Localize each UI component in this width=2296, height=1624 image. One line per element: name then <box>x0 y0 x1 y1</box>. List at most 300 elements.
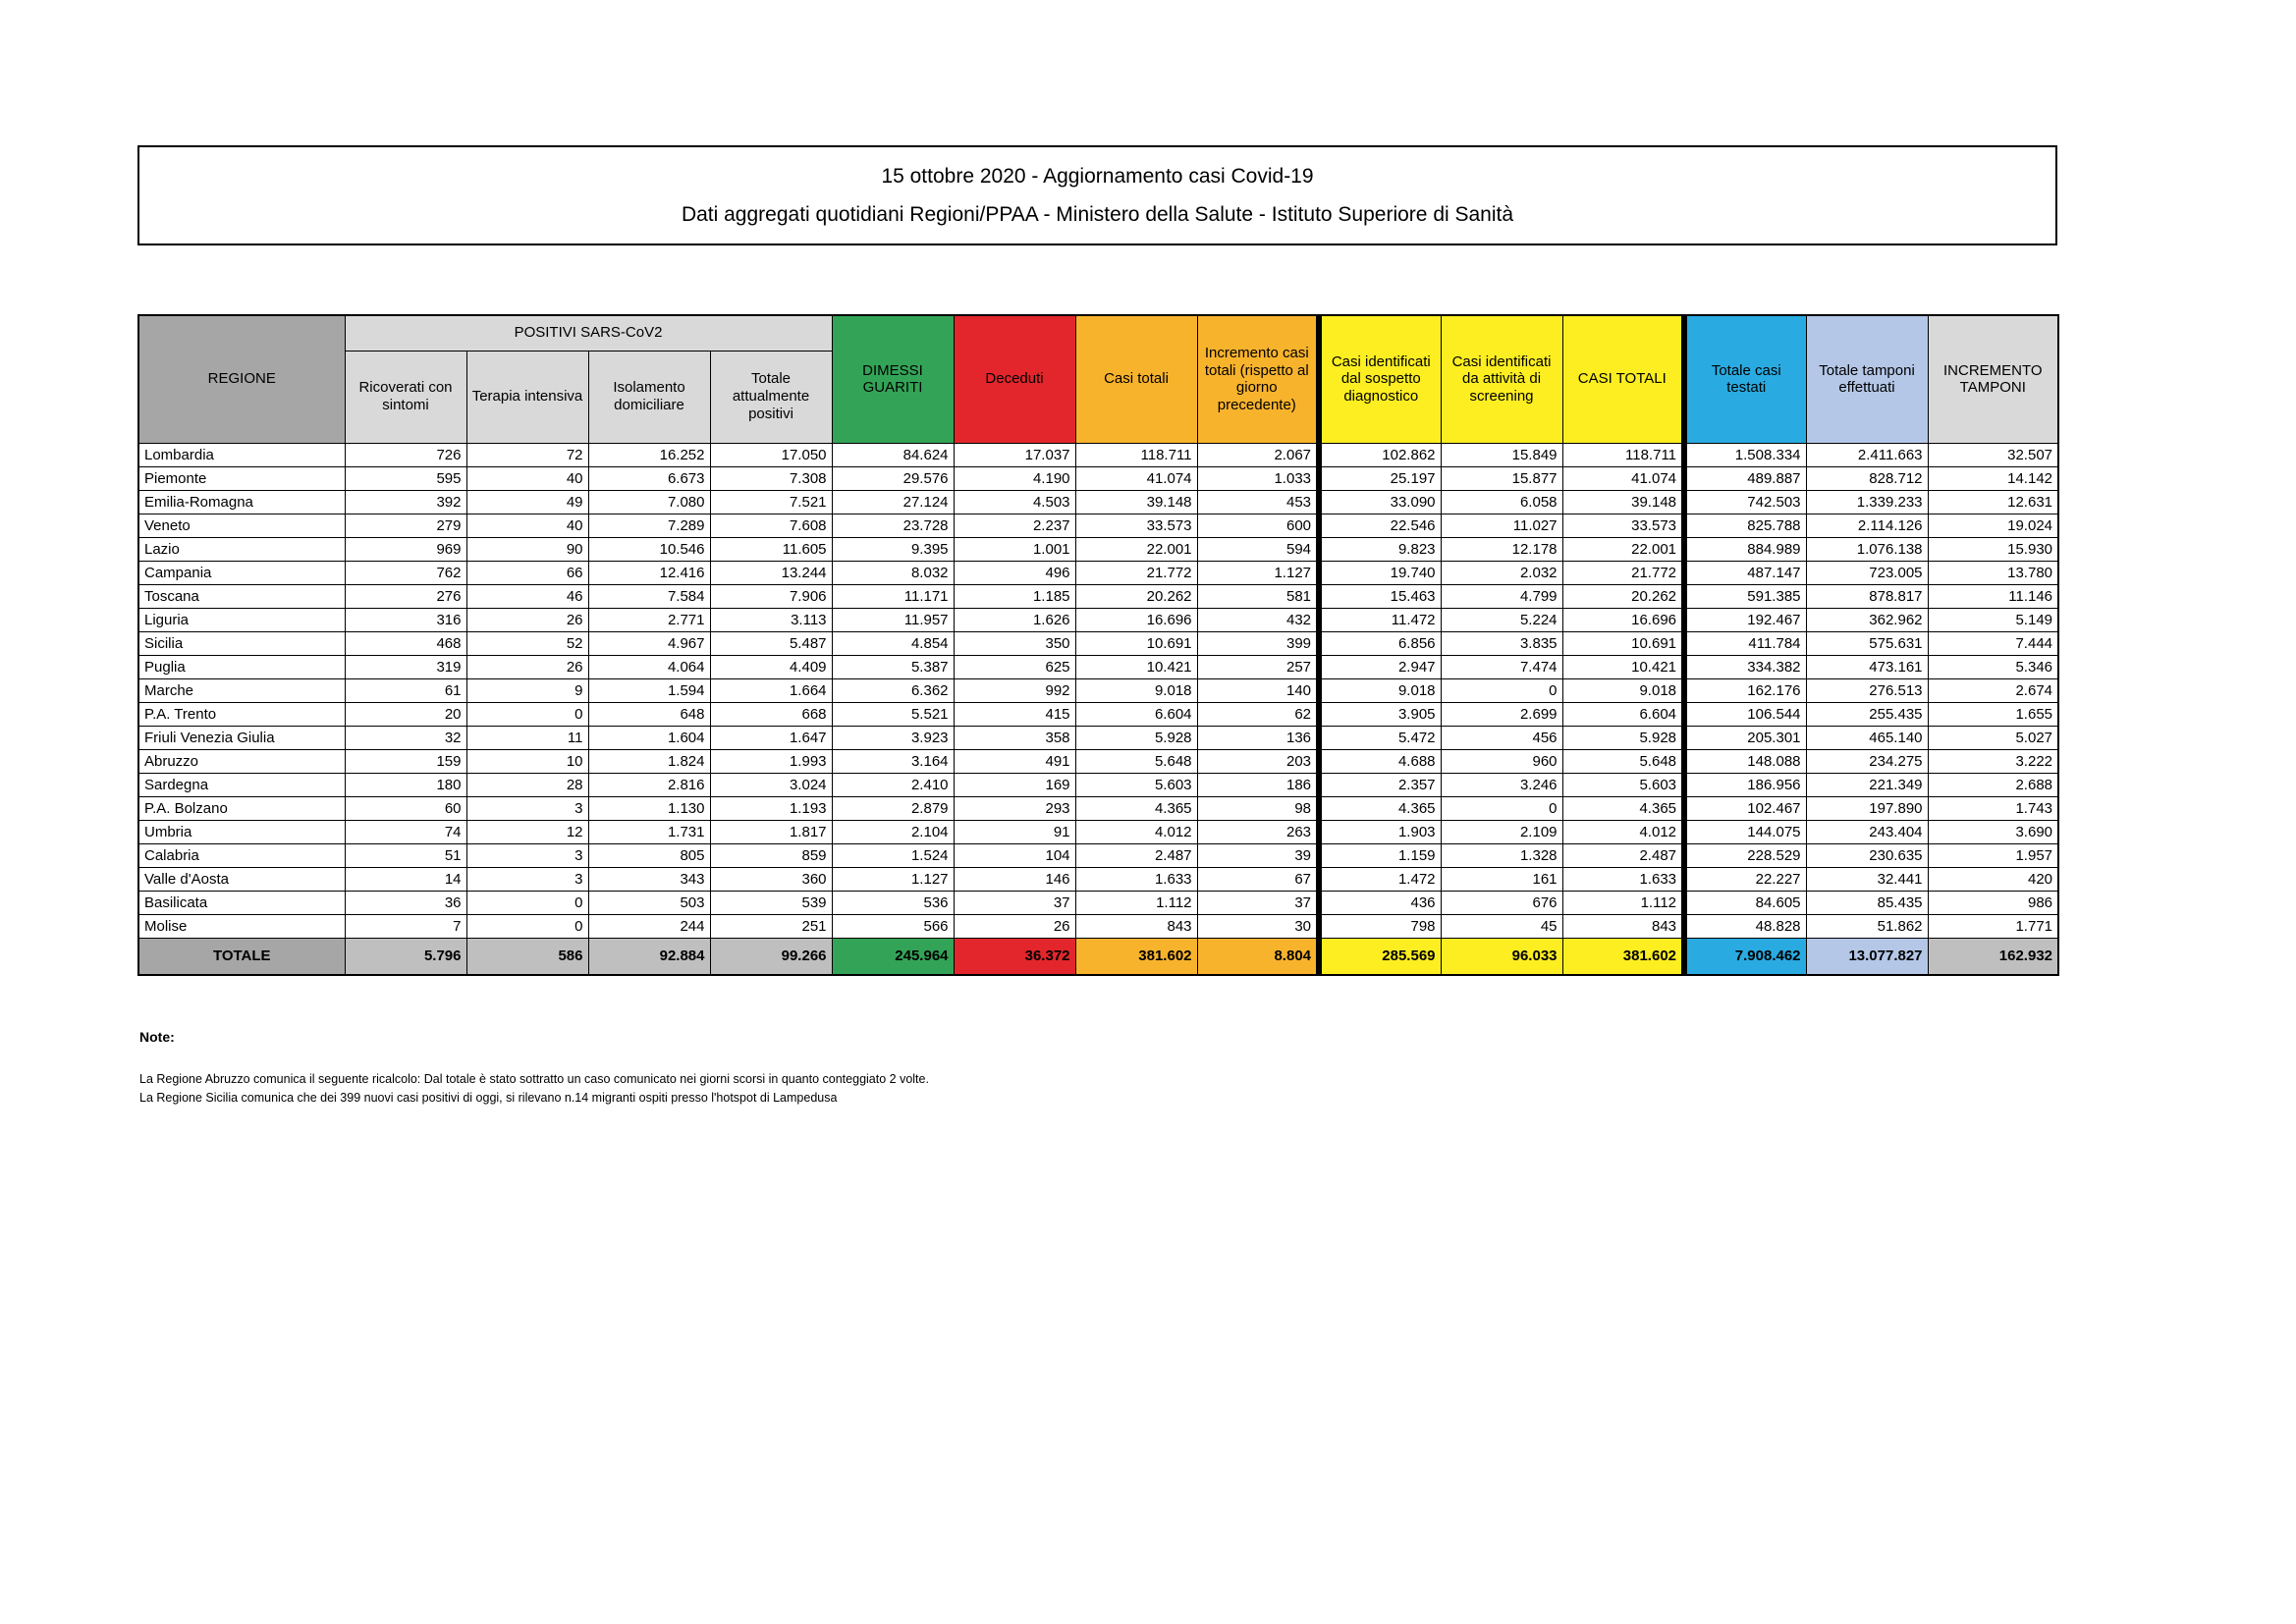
value-cell-sospetto-diagnostico: 9.823 <box>1319 537 1441 561</box>
value-cell-totale-tamponi: 276.513 <box>1806 678 1928 702</box>
value-cell-incremento-casi: 600 <box>1197 514 1319 537</box>
value-cell-totale-casi-testati: 84.605 <box>1684 891 1806 914</box>
value-cell-casi-totali: 20.262 <box>1075 584 1197 608</box>
value-cell-totale-casi-testati: 205.301 <box>1684 726 1806 749</box>
value-cell-totale-tamponi: 362.962 <box>1806 608 1928 631</box>
column-header-dimessi-guariti: DIMESSI GUARITI <box>832 315 954 443</box>
value-cell-incremento-tamponi: 5.346 <box>1928 655 2058 678</box>
column-header-incremento-casi: Incremento casi totali (rispetto al giorno precedente) <box>1197 315 1319 443</box>
value-cell-attivita-screening: 676 <box>1441 891 1562 914</box>
table-row <box>138 820 2058 843</box>
value-cell-terapia: 46 <box>466 584 588 608</box>
value-cell-ricoverati: 60 <box>345 796 466 820</box>
value-cell-totale-tamponi: 1.339.233 <box>1806 490 1928 514</box>
value-cell-casi-totali: 2.487 <box>1075 843 1197 867</box>
value-cell-tot-att-positivi: 5.487 <box>710 631 832 655</box>
value-cell-sospetto-diagnostico: 19.740 <box>1319 561 1441 584</box>
value-cell-terapia: 9 <box>466 678 588 702</box>
value-cell-sospetto-diagnostico: 11.472 <box>1319 608 1441 631</box>
value-cell-totale-tamponi: 230.635 <box>1806 843 1928 867</box>
value-cell-dimessi-guariti: 1.524 <box>832 843 954 867</box>
value-cell-incremento-tamponi: 1.743 <box>1928 796 2058 820</box>
value-cell-incremento-tamponi: 420 <box>1928 867 2058 891</box>
value-cell-isolamento: 2.771 <box>588 608 710 631</box>
value-cell-deceduti: 26 <box>954 914 1075 938</box>
table-row <box>138 608 2058 631</box>
value-cell-tot-att-positivi: 668 <box>710 702 832 726</box>
value-cell-terapia: 0 <box>466 891 588 914</box>
table-row <box>138 914 2058 938</box>
value-cell-ricoverati: 316 <box>345 608 466 631</box>
value-cell-totale-tamponi: 221.349 <box>1806 773 1928 796</box>
value-cell-tot-att-positivi: 7.521 <box>710 490 832 514</box>
value-cell-totale-casi-testati: 106.544 <box>1684 702 1806 726</box>
value-cell-totale-tamponi: 2.411.663 <box>1806 443 1928 466</box>
value-cell-deceduti: 17.037 <box>954 443 1075 466</box>
total-value-cell-deceduti: 36.372 <box>954 938 1075 975</box>
value-cell-isolamento: 2.816 <box>588 773 710 796</box>
value-cell-casi-totali-maiusc: 2.487 <box>1562 843 1684 867</box>
value-cell-totale-casi-testati: 102.467 <box>1684 796 1806 820</box>
value-cell-dimessi-guariti: 9.395 <box>832 537 954 561</box>
value-cell-totale-tamponi: 828.712 <box>1806 466 1928 490</box>
value-cell-sospetto-diagnostico: 22.546 <box>1319 514 1441 537</box>
value-cell-isolamento: 1.731 <box>588 820 710 843</box>
region-name-cell: Marche <box>138 678 345 702</box>
total-value-cell-dimessi-guariti: 245.964 <box>832 938 954 975</box>
value-cell-incremento-casi: 453 <box>1197 490 1319 514</box>
value-cell-dimessi-guariti: 5.387 <box>832 655 954 678</box>
table-row <box>138 773 2058 796</box>
value-cell-casi-totali-maiusc: 21.772 <box>1562 561 1684 584</box>
value-cell-attivita-screening: 12.178 <box>1441 537 1562 561</box>
value-cell-isolamento: 16.252 <box>588 443 710 466</box>
value-cell-attivita-screening: 15.877 <box>1441 466 1562 490</box>
value-cell-tot-att-positivi: 3.024 <box>710 773 832 796</box>
value-cell-dimessi-guariti: 11.957 <box>832 608 954 631</box>
value-cell-casi-totali: 118.711 <box>1075 443 1197 466</box>
group-header-row <box>138 315 2058 351</box>
value-cell-incremento-casi: 1.033 <box>1197 466 1319 490</box>
region-name-cell: Valle d'Aosta <box>138 867 345 891</box>
value-cell-deceduti: 1.185 <box>954 584 1075 608</box>
value-cell-terapia: 72 <box>466 443 588 466</box>
value-cell-deceduti: 4.503 <box>954 490 1075 514</box>
value-cell-attivita-screening: 161 <box>1441 867 1562 891</box>
value-cell-totale-tamponi: 85.435 <box>1806 891 1928 914</box>
value-cell-incremento-casi: 67 <box>1197 867 1319 891</box>
value-cell-deceduti: 2.237 <box>954 514 1075 537</box>
value-cell-ricoverati: 468 <box>345 631 466 655</box>
value-cell-sospetto-diagnostico: 6.856 <box>1319 631 1441 655</box>
value-cell-sospetto-diagnostico: 1.159 <box>1319 843 1441 867</box>
value-cell-ricoverati: 276 <box>345 584 466 608</box>
value-cell-incremento-casi: 581 <box>1197 584 1319 608</box>
value-cell-deceduti: 496 <box>954 561 1075 584</box>
value-cell-attivita-screening: 456 <box>1441 726 1562 749</box>
column-header-casi-totali-maiusc: CASI TOTALI <box>1562 315 1684 443</box>
total-value-cell-sospetto-diagnostico: 285.569 <box>1319 938 1441 975</box>
covid-data-table <box>137 314 2059 976</box>
note-line: La Regione Sicilia comunica che dei 399 nuovi casi positivi di oggi, si rilevano n.14 migranti ospiti presso l'hotspot di Lampedusa <box>139 1091 838 1105</box>
value-cell-dimessi-guariti: 4.854 <box>832 631 954 655</box>
value-cell-incremento-tamponi: 11.146 <box>1928 584 2058 608</box>
value-cell-attivita-screening: 4.799 <box>1441 584 1562 608</box>
value-cell-deceduti: 4.190 <box>954 466 1075 490</box>
value-cell-totale-tamponi: 234.275 <box>1806 749 1928 773</box>
region-name-cell: Basilicata <box>138 891 345 914</box>
value-cell-sospetto-diagnostico: 798 <box>1319 914 1441 938</box>
value-cell-incremento-tamponi: 1.957 <box>1928 843 2058 867</box>
value-cell-incremento-tamponi: 15.930 <box>1928 537 2058 561</box>
value-cell-dimessi-guariti: 11.171 <box>832 584 954 608</box>
value-cell-attivita-screening: 0 <box>1441 796 1562 820</box>
value-cell-incremento-tamponi: 14.142 <box>1928 466 2058 490</box>
value-cell-ricoverati: 74 <box>345 820 466 843</box>
value-cell-ricoverati: 14 <box>345 867 466 891</box>
value-cell-incremento-tamponi: 32.507 <box>1928 443 2058 466</box>
value-cell-casi-totali: 1.633 <box>1075 867 1197 891</box>
value-cell-totale-tamponi: 465.140 <box>1806 726 1928 749</box>
note-line: La Regione Abruzzo comunica il seguente ricalcolo: Dal totale è stato sottratto un caso comunicato nei giorni scorsi in quanto conteggiato 2 volte. <box>139 1072 929 1086</box>
value-cell-ricoverati: 392 <box>345 490 466 514</box>
value-cell-totale-casi-testati: 148.088 <box>1684 749 1806 773</box>
value-cell-tot-att-positivi: 4.409 <box>710 655 832 678</box>
region-name-cell: Toscana <box>138 584 345 608</box>
value-cell-sospetto-diagnostico: 25.197 <box>1319 466 1441 490</box>
table-row <box>138 843 2058 867</box>
value-cell-incremento-tamponi: 2.674 <box>1928 678 2058 702</box>
column-header-deceduti: Deceduti <box>954 315 1075 443</box>
value-cell-tot-att-positivi: 1.993 <box>710 749 832 773</box>
value-cell-totale-casi-testati: 48.828 <box>1684 914 1806 938</box>
value-cell-casi-totali: 39.148 <box>1075 490 1197 514</box>
value-cell-terapia: 0 <box>466 914 588 938</box>
value-cell-deceduti: 91 <box>954 820 1075 843</box>
report-title: 15 ottobre 2020 - Aggiornamento casi Covid-19 <box>881 164 1314 188</box>
value-cell-attivita-screening: 11.027 <box>1441 514 1562 537</box>
value-cell-casi-totali: 5.648 <box>1075 749 1197 773</box>
value-cell-deceduti: 491 <box>954 749 1075 773</box>
table-row <box>138 796 2058 820</box>
value-cell-incremento-tamponi: 1.655 <box>1928 702 2058 726</box>
column-header-totale-tamponi: Totale tamponi effettuati <box>1806 315 1928 443</box>
value-cell-casi-totali: 16.696 <box>1075 608 1197 631</box>
value-cell-deceduti: 992 <box>954 678 1075 702</box>
value-cell-isolamento: 7.584 <box>588 584 710 608</box>
total-value-cell-incremento-tamponi: 162.932 <box>1928 938 2058 975</box>
value-cell-totale-casi-testati: 825.788 <box>1684 514 1806 537</box>
value-cell-isolamento: 1.130 <box>588 796 710 820</box>
column-header-terapia-intensiva: Terapia intensiva <box>466 351 588 443</box>
value-cell-casi-totali: 5.603 <box>1075 773 1197 796</box>
value-cell-dimessi-guariti: 3.164 <box>832 749 954 773</box>
value-cell-deceduti: 169 <box>954 773 1075 796</box>
value-cell-incremento-casi: 1.127 <box>1197 561 1319 584</box>
value-cell-isolamento: 648 <box>588 702 710 726</box>
value-cell-incremento-casi: 39 <box>1197 843 1319 867</box>
value-cell-casi-totali-maiusc: 22.001 <box>1562 537 1684 561</box>
value-cell-deceduti: 350 <box>954 631 1075 655</box>
value-cell-casi-totali-maiusc: 10.421 <box>1562 655 1684 678</box>
table-header <box>138 315 2058 443</box>
value-cell-tot-att-positivi: 251 <box>710 914 832 938</box>
value-cell-casi-totali: 9.018 <box>1075 678 1197 702</box>
value-cell-deceduti: 1.626 <box>954 608 1075 631</box>
value-cell-ricoverati: 279 <box>345 514 466 537</box>
value-cell-deceduti: 104 <box>954 843 1075 867</box>
value-cell-dimessi-guariti: 27.124 <box>832 490 954 514</box>
value-cell-incremento-tamponi: 19.024 <box>1928 514 2058 537</box>
value-cell-ricoverati: 319 <box>345 655 466 678</box>
value-cell-isolamento: 12.416 <box>588 561 710 584</box>
value-cell-totale-casi-testati: 192.467 <box>1684 608 1806 631</box>
value-cell-ricoverati: 180 <box>345 773 466 796</box>
value-cell-casi-totali-maiusc: 41.074 <box>1562 466 1684 490</box>
value-cell-casi-totali: 1.112 <box>1075 891 1197 914</box>
region-name-cell: P.A. Trento <box>138 702 345 726</box>
value-cell-terapia: 11 <box>466 726 588 749</box>
value-cell-casi-totali: 21.772 <box>1075 561 1197 584</box>
value-cell-incremento-tamponi: 3.222 <box>1928 749 2058 773</box>
value-cell-totale-tamponi: 575.631 <box>1806 631 1928 655</box>
value-cell-ricoverati: 762 <box>345 561 466 584</box>
value-cell-casi-totali-maiusc: 16.696 <box>1562 608 1684 631</box>
column-header-regione: REGIONE <box>138 315 345 443</box>
value-cell-incremento-casi: 140 <box>1197 678 1319 702</box>
total-value-cell-casi-totali: 381.602 <box>1075 938 1197 975</box>
value-cell-casi-totali: 6.604 <box>1075 702 1197 726</box>
value-cell-totale-casi-testati: 144.075 <box>1684 820 1806 843</box>
table-row <box>138 891 2058 914</box>
value-cell-attivita-screening: 3.246 <box>1441 773 1562 796</box>
value-cell-incremento-tamponi: 2.688 <box>1928 773 2058 796</box>
value-cell-totale-casi-testati: 162.176 <box>1684 678 1806 702</box>
total-value-cell-casi-totali-maiusc: 381.602 <box>1562 938 1684 975</box>
value-cell-incremento-tamponi: 12.631 <box>1928 490 2058 514</box>
value-cell-totale-tamponi: 2.114.126 <box>1806 514 1928 537</box>
value-cell-terapia: 3 <box>466 867 588 891</box>
value-cell-tot-att-positivi: 360 <box>710 867 832 891</box>
region-name-cell: Puglia <box>138 655 345 678</box>
value-cell-terapia: 26 <box>466 655 588 678</box>
value-cell-tot-att-positivi: 3.113 <box>710 608 832 631</box>
value-cell-terapia: 0 <box>466 702 588 726</box>
value-cell-isolamento: 4.064 <box>588 655 710 678</box>
value-cell-isolamento: 503 <box>588 891 710 914</box>
value-cell-totale-casi-testati: 489.887 <box>1684 466 1806 490</box>
table-row <box>138 443 2058 466</box>
region-name-cell: Friuli Venezia Giulia <box>138 726 345 749</box>
value-cell-deceduti: 37 <box>954 891 1075 914</box>
value-cell-totale-tamponi: 243.404 <box>1806 820 1928 843</box>
value-cell-incremento-casi: 432 <box>1197 608 1319 631</box>
value-cell-terapia: 10 <box>466 749 588 773</box>
value-cell-sospetto-diagnostico: 1.903 <box>1319 820 1441 843</box>
value-cell-totale-casi-testati: 742.503 <box>1684 490 1806 514</box>
column-header-isolamento: Isolamento domiciliare <box>588 351 710 443</box>
value-cell-dimessi-guariti: 2.410 <box>832 773 954 796</box>
value-cell-isolamento: 1.604 <box>588 726 710 749</box>
column-header-attivita-screening: Casi identificati da attività di screening <box>1441 315 1562 443</box>
value-cell-totale-casi-testati: 228.529 <box>1684 843 1806 867</box>
table-row <box>138 514 2058 537</box>
region-name-cell: Umbria <box>138 820 345 843</box>
value-cell-tot-att-positivi: 17.050 <box>710 443 832 466</box>
value-cell-isolamento: 6.673 <box>588 466 710 490</box>
value-cell-dimessi-guariti: 2.879 <box>832 796 954 820</box>
region-name-cell: Emilia-Romagna <box>138 490 345 514</box>
value-cell-casi-totali-maiusc: 5.603 <box>1562 773 1684 796</box>
value-cell-totale-casi-testati: 411.784 <box>1684 631 1806 655</box>
value-cell-attivita-screening: 45 <box>1441 914 1562 938</box>
notes-heading: Note: <box>139 1029 175 1045</box>
value-cell-attivita-screening: 3.835 <box>1441 631 1562 655</box>
value-cell-sospetto-diagnostico: 2.357 <box>1319 773 1441 796</box>
value-cell-casi-totali: 4.365 <box>1075 796 1197 820</box>
value-cell-sospetto-diagnostico: 33.090 <box>1319 490 1441 514</box>
value-cell-casi-totali-maiusc: 1.112 <box>1562 891 1684 914</box>
value-cell-tot-att-positivi: 11.605 <box>710 537 832 561</box>
region-name-cell: Piemonte <box>138 466 345 490</box>
value-cell-ricoverati: 61 <box>345 678 466 702</box>
value-cell-incremento-tamponi: 7.444 <box>1928 631 2058 655</box>
value-cell-sospetto-diagnostico: 3.905 <box>1319 702 1441 726</box>
value-cell-incremento-tamponi: 986 <box>1928 891 2058 914</box>
value-cell-dimessi-guariti: 2.104 <box>832 820 954 843</box>
value-cell-sospetto-diagnostico: 436 <box>1319 891 1441 914</box>
value-cell-incremento-casi: 263 <box>1197 820 1319 843</box>
value-cell-attivita-screening: 0 <box>1441 678 1562 702</box>
value-cell-attivita-screening: 6.058 <box>1441 490 1562 514</box>
total-value-cell-totale-casi-testati: 7.908.462 <box>1684 938 1806 975</box>
total-value-cell-incremento-casi: 8.804 <box>1197 938 1319 975</box>
value-cell-casi-totali-maiusc: 4.365 <box>1562 796 1684 820</box>
value-cell-dimessi-guariti: 5.521 <box>832 702 954 726</box>
table-row <box>138 561 2058 584</box>
value-cell-terapia: 66 <box>466 561 588 584</box>
value-cell-incremento-casi: 136 <box>1197 726 1319 749</box>
value-cell-totale-casi-testati: 487.147 <box>1684 561 1806 584</box>
value-cell-sospetto-diagnostico: 4.688 <box>1319 749 1441 773</box>
value-cell-casi-totali-maiusc: 6.604 <box>1562 702 1684 726</box>
value-cell-incremento-tamponi: 5.149 <box>1928 608 2058 631</box>
value-cell-totale-casi-testati: 884.989 <box>1684 537 1806 561</box>
value-cell-totale-casi-testati: 591.385 <box>1684 584 1806 608</box>
value-cell-isolamento: 1.594 <box>588 678 710 702</box>
value-cell-incremento-casi: 186 <box>1197 773 1319 796</box>
table-row <box>138 749 2058 773</box>
value-cell-isolamento: 244 <box>588 914 710 938</box>
total-value-cell-isolamento: 92.884 <box>588 938 710 975</box>
table-row <box>138 537 2058 561</box>
notes-section <box>139 1029 2005 1108</box>
value-cell-tot-att-positivi: 7.906 <box>710 584 832 608</box>
region-name-cell: Lombardia <box>138 443 345 466</box>
value-cell-terapia: 40 <box>466 514 588 537</box>
value-cell-casi-totali: 5.928 <box>1075 726 1197 749</box>
value-cell-terapia: 3 <box>466 796 588 820</box>
value-cell-terapia: 40 <box>466 466 588 490</box>
table-row <box>138 702 2058 726</box>
value-cell-casi-totali-maiusc: 1.633 <box>1562 867 1684 891</box>
value-cell-attivita-screening: 2.699 <box>1441 702 1562 726</box>
value-cell-casi-totali: 10.421 <box>1075 655 1197 678</box>
total-row <box>138 938 2058 975</box>
value-cell-totale-casi-testati: 22.227 <box>1684 867 1806 891</box>
value-cell-tot-att-positivi: 859 <box>710 843 832 867</box>
value-cell-ricoverati: 32 <box>345 726 466 749</box>
value-cell-isolamento: 1.824 <box>588 749 710 773</box>
value-cell-casi-totali: 33.573 <box>1075 514 1197 537</box>
region-name-cell: Sicilia <box>138 631 345 655</box>
column-header-ricoverati: Ricoverati con sintomi <box>345 351 466 443</box>
value-cell-isolamento: 7.289 <box>588 514 710 537</box>
value-cell-casi-totali-maiusc: 4.012 <box>1562 820 1684 843</box>
value-cell-totale-tamponi: 197.890 <box>1806 796 1928 820</box>
value-cell-deceduti: 415 <box>954 702 1075 726</box>
value-cell-sospetto-diagnostico: 2.947 <box>1319 655 1441 678</box>
value-cell-deceduti: 293 <box>954 796 1075 820</box>
value-cell-incremento-casi: 62 <box>1197 702 1319 726</box>
value-cell-dimessi-guariti: 566 <box>832 914 954 938</box>
value-cell-incremento-tamponi: 1.771 <box>1928 914 2058 938</box>
column-header-tot-att-positivi: Totale attualmente positivi <box>710 351 832 443</box>
value-cell-dimessi-guariti: 84.624 <box>832 443 954 466</box>
total-value-cell-tot-att-positivi: 99.266 <box>710 938 832 975</box>
region-name-cell: Molise <box>138 914 345 938</box>
total-label-cell: TOTALE <box>138 938 345 975</box>
value-cell-dimessi-guariti: 3.923 <box>832 726 954 749</box>
value-cell-casi-totali-maiusc: 33.573 <box>1562 514 1684 537</box>
value-cell-incremento-tamponi: 3.690 <box>1928 820 2058 843</box>
value-cell-incremento-casi: 257 <box>1197 655 1319 678</box>
value-cell-terapia: 3 <box>466 843 588 867</box>
value-cell-attivita-screening: 5.224 <box>1441 608 1562 631</box>
value-cell-tot-att-positivi: 1.193 <box>710 796 832 820</box>
value-cell-incremento-casi: 2.067 <box>1197 443 1319 466</box>
value-cell-totale-casi-testati: 1.508.334 <box>1684 443 1806 466</box>
total-value-cell-totale-tamponi: 13.077.827 <box>1806 938 1928 975</box>
value-cell-tot-att-positivi: 1.664 <box>710 678 832 702</box>
value-cell-incremento-casi: 203 <box>1197 749 1319 773</box>
value-cell-terapia: 90 <box>466 537 588 561</box>
value-cell-casi-totali: 22.001 <box>1075 537 1197 561</box>
table-body <box>138 443 2058 975</box>
value-cell-ricoverati: 159 <box>345 749 466 773</box>
value-cell-terapia: 49 <box>466 490 588 514</box>
value-cell-terapia: 52 <box>466 631 588 655</box>
value-cell-sospetto-diagnostico: 5.472 <box>1319 726 1441 749</box>
value-cell-casi-totali-maiusc: 10.691 <box>1562 631 1684 655</box>
value-cell-terapia: 28 <box>466 773 588 796</box>
region-name-cell: Campania <box>138 561 345 584</box>
column-header-sospetto-diagnostico: Casi identificati dal sospetto diagnostico <box>1319 315 1441 443</box>
value-cell-deceduti: 625 <box>954 655 1075 678</box>
table-row <box>138 584 2058 608</box>
value-cell-incremento-casi: 30 <box>1197 914 1319 938</box>
region-name-cell: P.A. Bolzano <box>138 796 345 820</box>
value-cell-attivita-screening: 1.328 <box>1441 843 1562 867</box>
value-cell-casi-totali: 4.012 <box>1075 820 1197 843</box>
value-cell-ricoverati: 969 <box>345 537 466 561</box>
value-cell-totale-casi-testati: 186.956 <box>1684 773 1806 796</box>
region-name-cell: Abruzzo <box>138 749 345 773</box>
value-cell-tot-att-positivi: 7.308 <box>710 466 832 490</box>
value-cell-ricoverati: 595 <box>345 466 466 490</box>
total-value-cell-ricoverati: 5.796 <box>345 938 466 975</box>
value-cell-isolamento: 805 <box>588 843 710 867</box>
